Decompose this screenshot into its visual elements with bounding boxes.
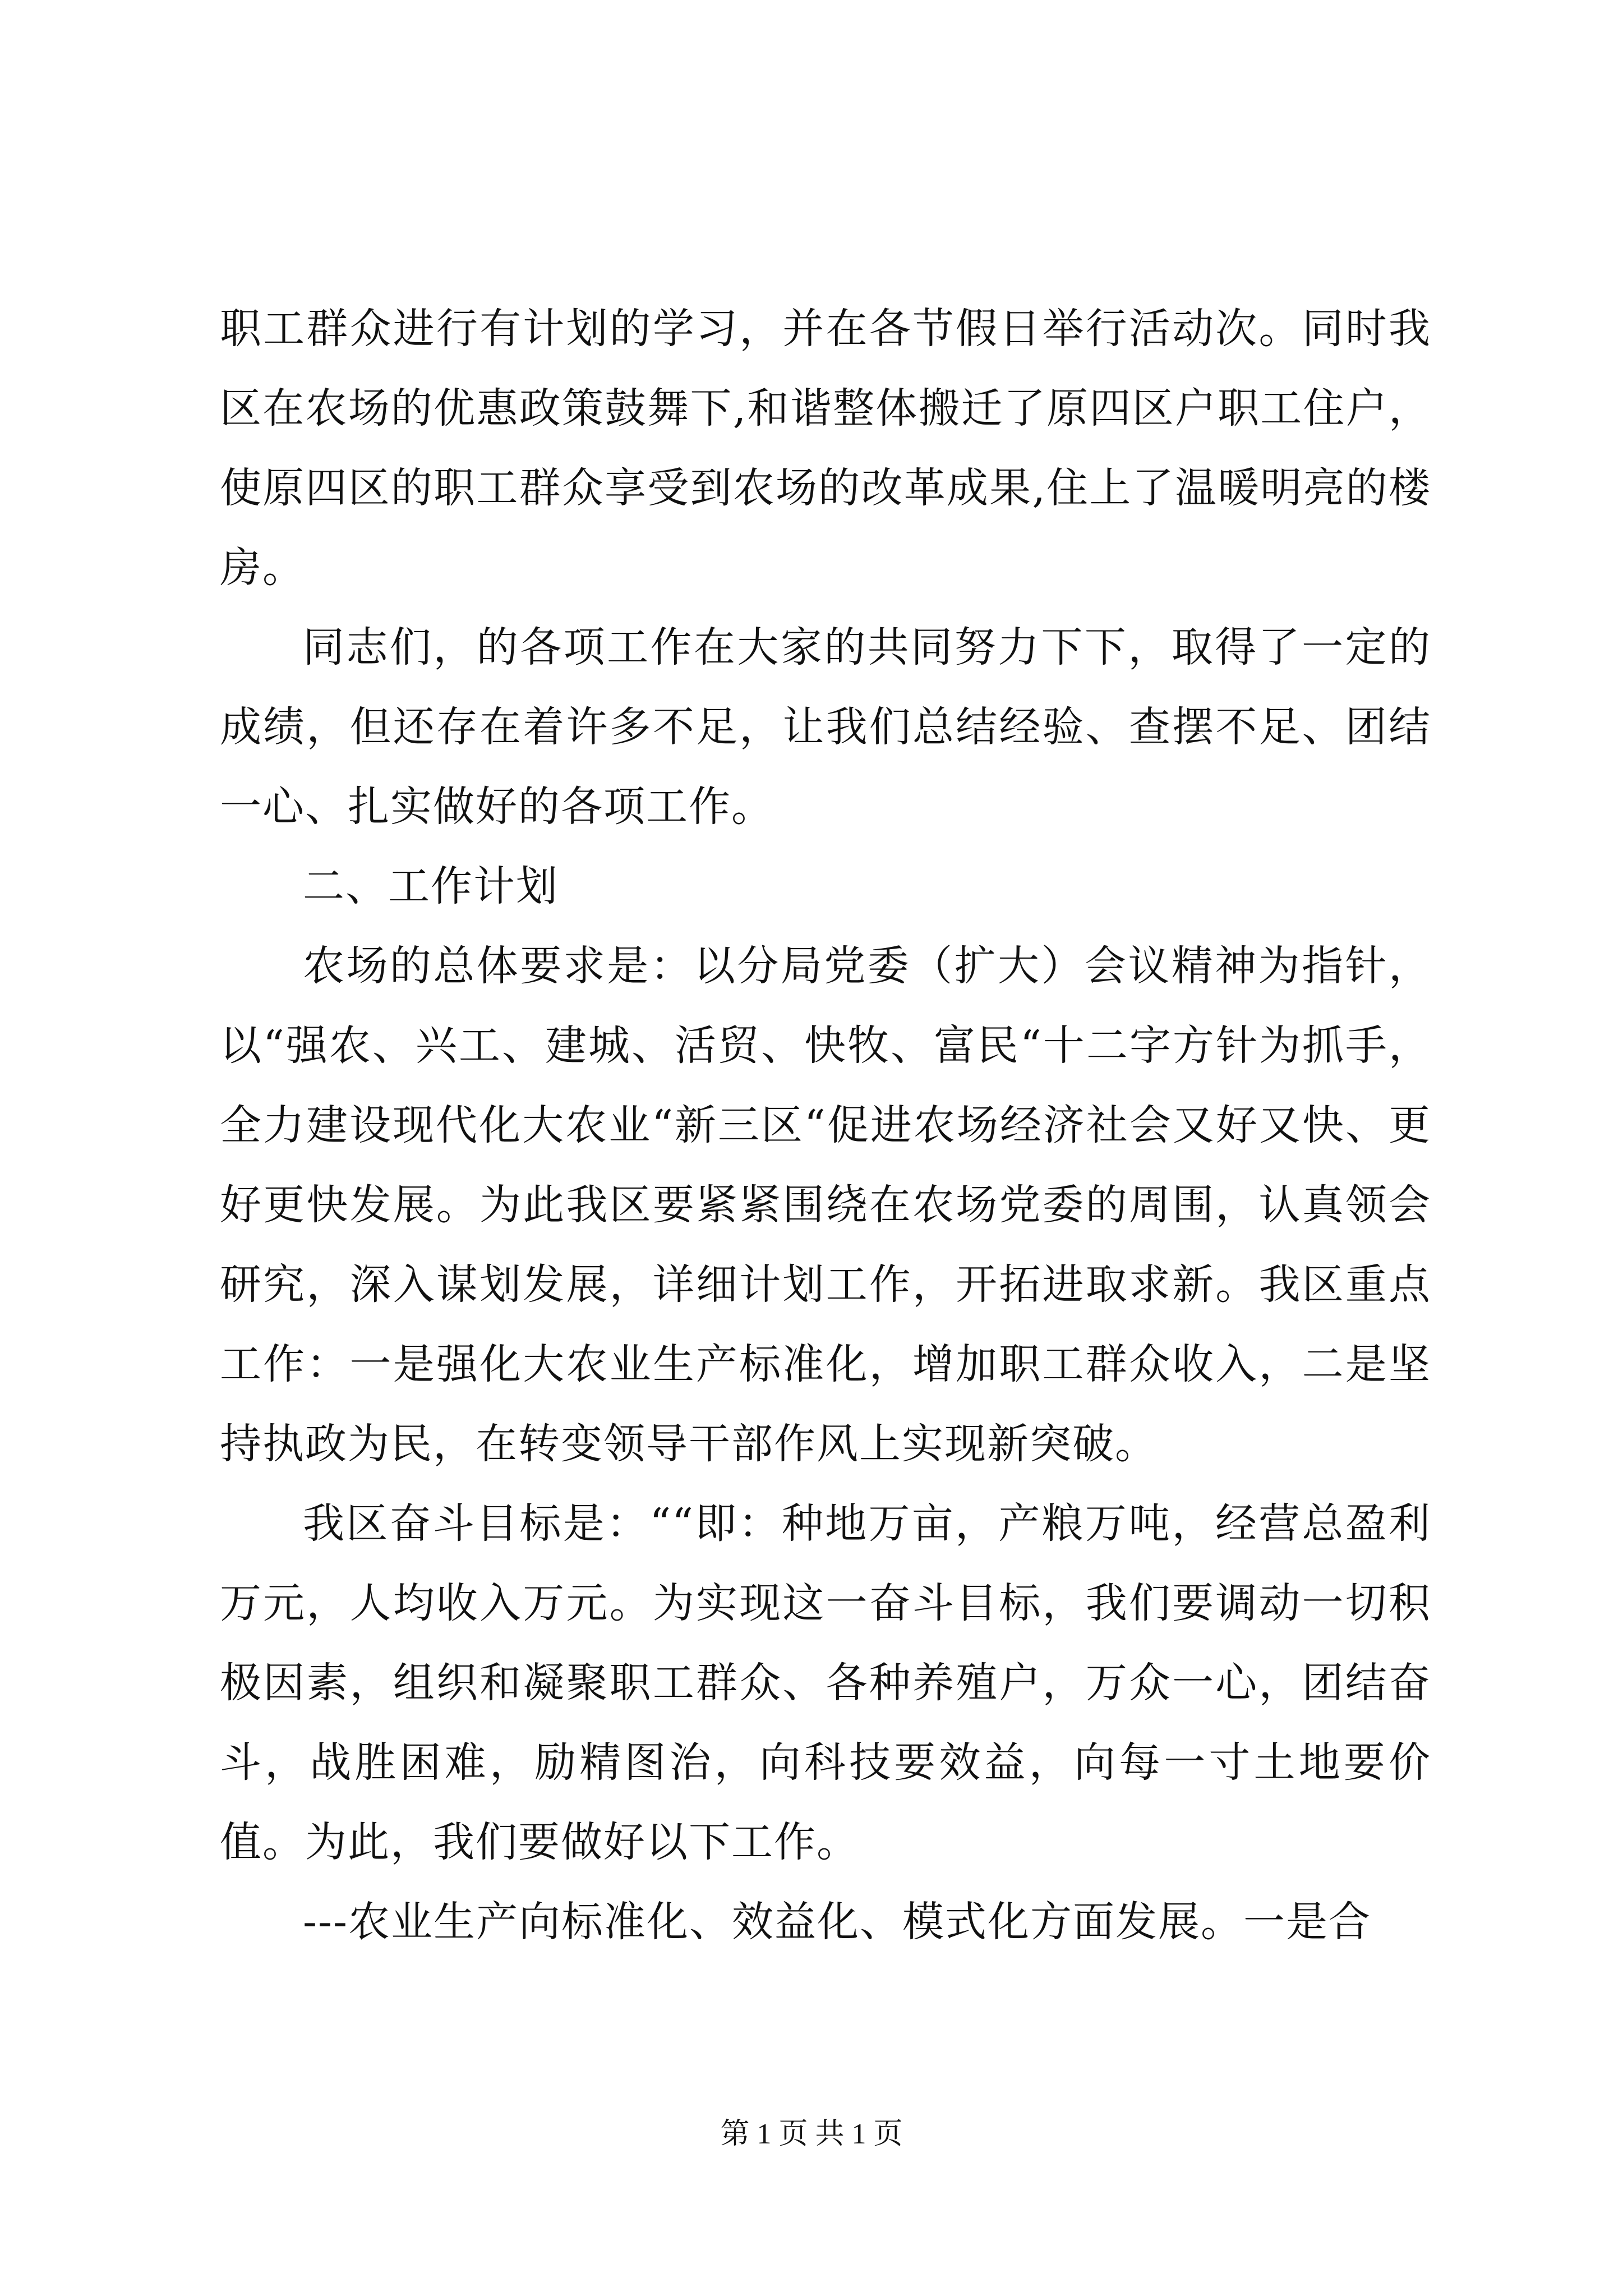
page-footer: 第 1 页 共 1 页: [720, 2118, 903, 2150]
paragraph-goals: 我区奋斗目标是：““即：种地万亩，产粮万吨，经营总盈利万元，人均收入万元。为实现这一奋斗目标，我们要调动一切积极因素，组织和凝聚职工群众、各种养殖户，万众一心，团结奋斗，战胜困难，励精图治，向科技要效益，向每一寸土地要价值。为此，我们要做好以下工作。: [220, 1499, 1431, 1866]
section-heading-work-plan: 二、工作计划: [303, 862, 559, 910]
paragraph-continuation: 职工群众进行有计划的学习，并在各节假日举行活动次。同时我区在农场的优惠政策鼓舞下,和谐整体搬迁了原四区户职工住户，使原四区的职工群众享受到农场的改革成果,住上了温暖明亮的楼房。: [220, 305, 1431, 592]
paragraph-agriculture: ---农业生产向标准化、效益化、模式化方面发展。一是合: [303, 1898, 1372, 1946]
document-body: [220, 289, 1431, 1962]
paragraph-summary: 同志们，的各项工作在大家的共同努力下下，取得了一定的成绩，但还存在着许多不足，让我们总结经验、查摆不足、团结一心、扎实做好的各项工作。: [220, 623, 1431, 831]
paragraph-overall-requirements: 农场的总体要求是：以分局党委（扩大）会议精神为指针，以“强农、兴工、建城、活贸、快牧、富民“十二字方针为抓手，全力建设现代化大农业“新三区“促进农场经济社会又好又快、更好更快发展。为此我区要紧紧围绕在农场党委的周围，认真领会研究，深入谋划发展，详细计划工作，开拓进取求新。我区重点工作：一是强化大农业生产标准化，增加职工群众收入，二是坚持执政为民，在转变领导干部作风上实现新突破。: [220, 942, 1431, 1468]
